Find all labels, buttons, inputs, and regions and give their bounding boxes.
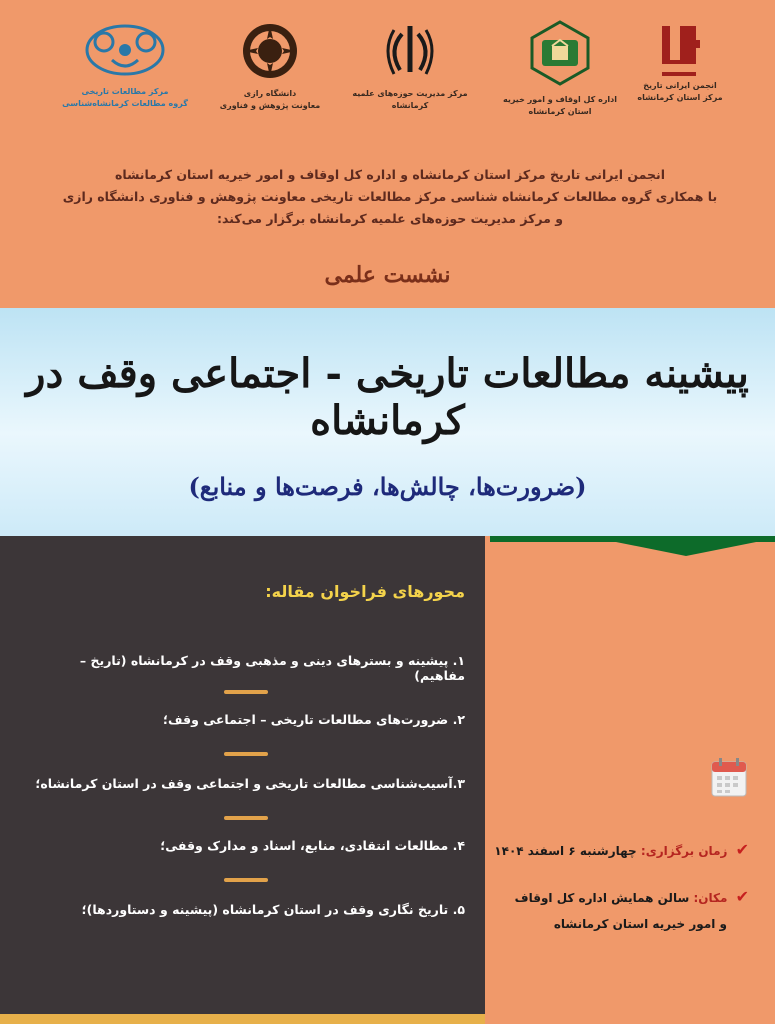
event-place — [515, 884, 749, 937]
logo-caption: دانشگاه رازی — [243, 89, 297, 98]
logo-caption: انجمن ایرانی تاریخ — [643, 81, 717, 90]
separator — [224, 878, 268, 882]
intro-line: انجمن ایرانی تاریخ مرکز استان کرمانشاه و اداره کل اوقاف و امور خیریه استان کرمانشاه — [115, 167, 665, 182]
axis-item: ۳.آسیب‌شناسی مطالعات تاریخی و اجتماعی وقف در استان کرمانشاه؛ — [35, 776, 465, 791]
place-label: مکان: — [693, 891, 728, 905]
axis-item: ۴. مطالعات انتقادی، منابع، اسناد و مدارک وقفی؛ — [160, 838, 465, 853]
logo-caption: مرکز مطالعات تاریخی — [81, 87, 169, 96]
time-label: زمان برگزاری: — [640, 844, 728, 858]
razi-university-icon — [239, 20, 301, 82]
separator — [224, 690, 268, 694]
seminary-management-logo — [345, 20, 475, 112]
iran-emblem-icon — [380, 20, 440, 80]
separator — [224, 816, 268, 820]
logo-caption: معاونت پژوهش و فناوری — [219, 101, 321, 110]
logo-caption: مرکز استان کرمانشاه — [637, 93, 723, 102]
time-value: چهارشنبه ۶ اسفند ۱۴۰۴ — [494, 844, 637, 858]
kermanshah-studies-icon — [82, 20, 168, 80]
checkmark-icon: ✔ — [735, 887, 749, 906]
page-subtitle: (ضرورت‌ها، چالش‌ها، فرصت‌ها و منابع) — [188, 472, 587, 501]
axis-item: ۱. پیشینه و بسترهای دینی و مذهبی وقف در کرمانشاه (تاریخ – مفاهیم) — [79, 653, 465, 683]
bottom-bar — [0, 1014, 485, 1024]
event-time — [494, 840, 749, 859]
axes-heading: محورهای فراخوان مقاله: — [265, 582, 465, 601]
logo-caption: گروه مطالعات کرمانشاه‌شناسی — [62, 99, 188, 108]
separator — [224, 752, 268, 756]
endowment-office-logo — [490, 20, 630, 118]
divider-ornament — [606, 540, 766, 556]
intro-text — [40, 164, 740, 230]
axis-item: ۲. ضرورت‌های مطالعات تاریخی – اجتماعی وقف؛ — [163, 712, 465, 727]
page-title: پیشینه مطالعات تاریخی - اجتماعی وقف در کرمانشاه — [26, 350, 749, 444]
calendar-icon — [710, 756, 748, 798]
logo-caption: اداره کل اوقاف و امور خیریه استان کرمانشاه — [502, 95, 618, 116]
razi-university-logo — [210, 20, 330, 112]
logo-caption: کرمانشاه — [391, 101, 429, 110]
place-value: سالن همایش اداره کل اوقاف — [514, 891, 690, 905]
checkmark-icon: ✔ — [735, 840, 749, 859]
axis-item: ۵. تاریخ نگاری وقف در استان کرمانشاه (پیشینه و دستاوردها)؛ — [81, 902, 465, 917]
history-association-icon — [652, 20, 708, 80]
endowment-emblem-icon — [528, 20, 592, 86]
place-value: و امور خیریه استان کرمانشاه — [553, 917, 727, 931]
iranian-history-association-logo — [630, 20, 730, 104]
event-type: نشست علمی — [324, 262, 451, 288]
intro-line: و مرکز مدیریت حوزه‌های علمیه کرمانشاه برگزار می‌کند: — [216, 211, 564, 226]
intro-line: با همکاری گروه مطالعات کرمانشاه شناسی مرکز مطالعات تاریخی معاونت پژوهش و فناوری دانشگاه رازی — [62, 189, 718, 204]
logo-caption: مرکز مدیریت حوزه‌های علمیه — [352, 89, 468, 98]
kermanshah-studies-center-logo — [60, 20, 190, 110]
